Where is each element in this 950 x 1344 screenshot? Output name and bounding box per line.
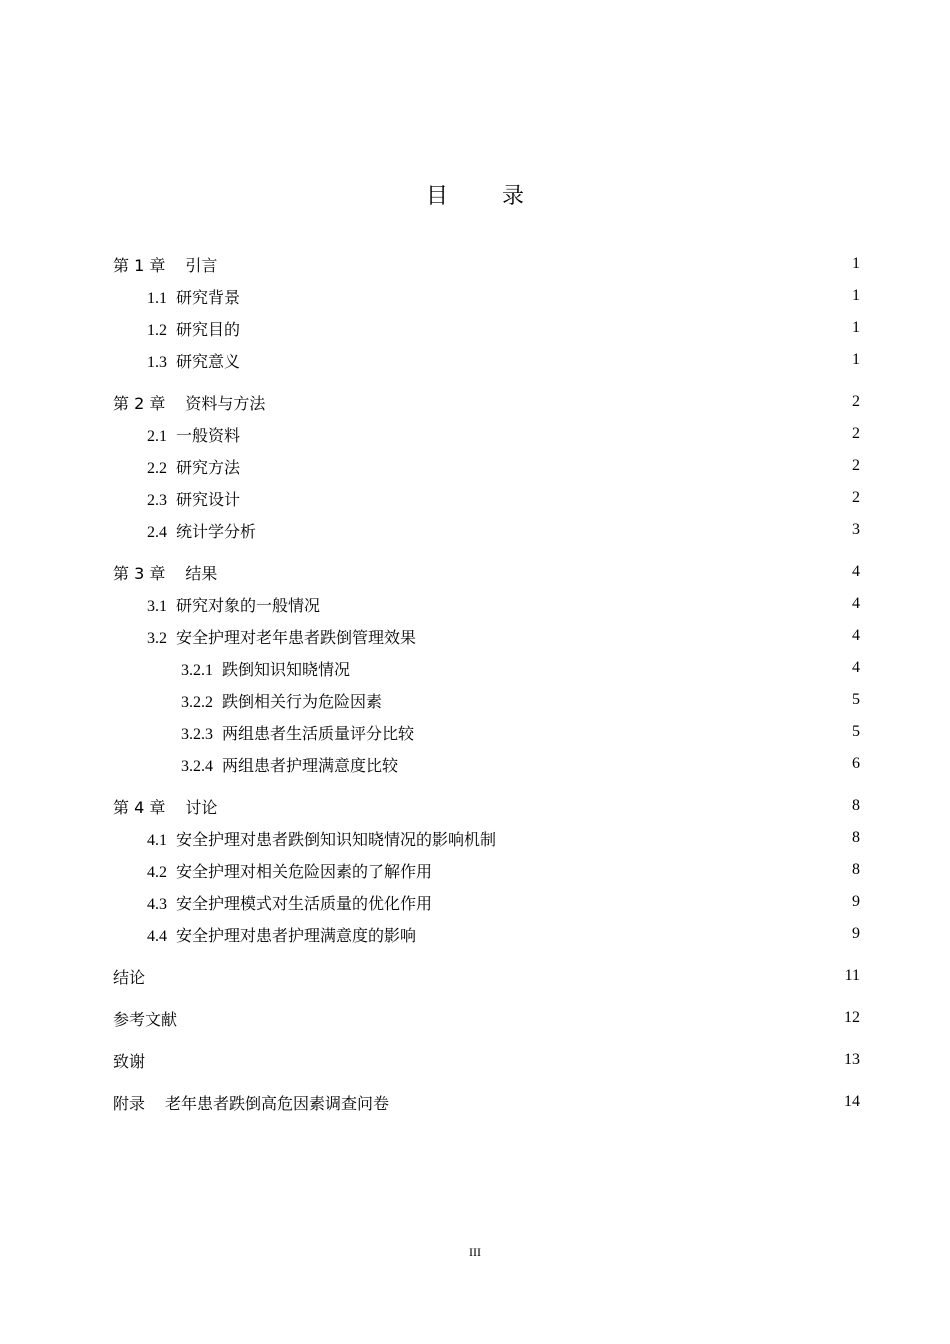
toc-entry-page: 3 [852, 521, 860, 538]
toc-entry[interactable] [113, 344, 860, 376]
toc-entry-number: 3.2.1 [181, 661, 213, 679]
toc-entry-title [113, 625, 416, 648]
toc-entry-title [113, 721, 414, 744]
toc-entry-text: 统计学分析 [176, 521, 257, 541]
dot-leader [418, 626, 850, 642]
dot-leader [147, 966, 843, 982]
toc-entry-page: 8 [852, 797, 860, 814]
toc-heading [0, 179, 950, 210]
dot-leader [219, 254, 850, 270]
toc-entry-text: 安全护理对老年患者跌倒管理效果 [176, 627, 417, 647]
toc-entry-text: 参考文献 [113, 1009, 178, 1029]
dot-leader [242, 318, 850, 334]
toc-entry[interactable] [113, 1002, 860, 1034]
dot-leader [147, 1050, 842, 1066]
toc-entry-number: 附录 [113, 1093, 146, 1113]
toc-entry-number: 2.3 [147, 491, 167, 509]
toc-entry-page: 13 [844, 1051, 860, 1068]
toc-entry[interactable] [113, 556, 860, 588]
toc-entry-title [113, 487, 240, 510]
toc-entry-text: 安全护理对患者跌倒知识知晓情况的影响机制 [176, 829, 497, 849]
toc-entry-page: 6 [852, 755, 860, 772]
toc-entry-number: 3.1 [147, 597, 167, 615]
toc-entry[interactable] [113, 886, 860, 918]
toc-entry-page: 4 [852, 563, 860, 580]
toc-entry-title [113, 423, 240, 446]
toc-entry-text: 安全护理模式对生活质量的优化作用 [176, 893, 433, 913]
toc-entry[interactable] [113, 790, 860, 822]
toc-entry-number: 1.2 [147, 321, 167, 339]
toc-entry-title [113, 965, 145, 988]
toc-entry-title [113, 561, 217, 584]
dot-leader [434, 860, 850, 876]
toc-entry[interactable] [113, 960, 860, 992]
toc-entry-number: 4.2 [147, 863, 167, 881]
toc-entry-text: 研究意义 [176, 351, 241, 371]
toc-entry[interactable] [113, 918, 860, 950]
dot-leader [352, 658, 850, 674]
toc-entry-text: 结论 [113, 967, 146, 987]
toc-entry-title [113, 253, 217, 276]
toc-entry-title [113, 519, 256, 542]
dot-leader [498, 828, 850, 844]
toc-entry-title [113, 1007, 177, 1030]
toc-entry-page: 4 [852, 627, 860, 644]
toc-entry-text: 跌倒相关行为危险因素 [222, 691, 383, 711]
toc-entry-text: 结果 [185, 563, 218, 583]
toc-entry-number: 1.1 [147, 289, 167, 307]
dot-leader [242, 350, 850, 366]
toc-entry-title [113, 923, 416, 946]
toc-entry-page: 1 [852, 351, 860, 368]
toc-entry-page: 14 [844, 1093, 860, 1110]
dot-leader [267, 392, 850, 408]
toc-entry-title [113, 593, 320, 616]
toc-entry-number: 第 3 章 [113, 563, 166, 583]
toc-entry-text: 跌倒知识知晓情况 [222, 659, 351, 679]
toc-entry-text: 资料与方法 [185, 393, 266, 413]
toc-entry-page: 4 [852, 659, 860, 676]
toc-entry-text: 研究目的 [176, 319, 241, 339]
toc-entry-number: 第 4 章 [113, 797, 166, 817]
toc-entry[interactable] [113, 620, 860, 652]
dot-leader [179, 1008, 842, 1024]
toc-entry-title [113, 859, 432, 882]
toc-entry[interactable] [113, 312, 860, 344]
toc-entry-number: 3.2 [147, 629, 167, 647]
toc-entry[interactable] [113, 248, 860, 280]
toc-entry-page: 8 [852, 829, 860, 846]
table-of-contents [113, 248, 860, 1118]
dot-leader [400, 754, 850, 770]
toc-entry[interactable] [113, 418, 860, 450]
toc-entry-text: 一般资料 [176, 425, 241, 445]
dot-leader [434, 892, 850, 908]
toc-entry-title [113, 455, 240, 478]
toc-entry-page: 8 [852, 861, 860, 878]
toc-entry-text: 两组患者生活质量评分比较 [222, 723, 415, 743]
toc-entry-page: 9 [852, 925, 860, 942]
toc-entry[interactable] [113, 1044, 860, 1076]
toc-heading-part1: 目 [425, 184, 448, 209]
toc-entry[interactable] [113, 652, 860, 684]
dot-leader [258, 520, 850, 536]
toc-entry-page: 12 [844, 1009, 860, 1026]
toc-entry-title [113, 317, 240, 340]
toc-entry-text: 研究设计 [176, 489, 241, 509]
toc-entry-page: 1 [852, 255, 860, 272]
toc-entry-page: 2 [852, 457, 860, 474]
toc-entry-number: 1.3 [147, 353, 167, 371]
toc-entry-page: 9 [852, 893, 860, 910]
toc-entry-number: 2.4 [147, 523, 167, 541]
toc-entry-text: 引言 [185, 255, 218, 275]
toc-entry-title [113, 891, 432, 914]
toc-entry[interactable] [113, 514, 860, 546]
toc-entry-number: 2.1 [147, 427, 167, 445]
toc-entry-page: 5 [852, 723, 860, 740]
toc-entry-page: 5 [852, 691, 860, 708]
toc-entry-title [113, 657, 350, 680]
dot-leader [242, 488, 850, 504]
toc-entry-page: 2 [852, 425, 860, 442]
toc-entry-title [113, 1049, 145, 1072]
toc-entry[interactable] [113, 684, 860, 716]
toc-entry-text: 讨论 [185, 797, 218, 817]
dot-leader [384, 690, 850, 706]
dot-leader [219, 562, 850, 578]
toc-entry-text: 研究方法 [176, 457, 241, 477]
toc-entry-text: 老年患者跌倒高危因素调查问卷 [165, 1093, 390, 1113]
toc-entry-text: 安全护理对相关危险因素的了解作用 [176, 861, 433, 881]
toc-entry-text: 研究对象的一般情况 [176, 595, 321, 615]
toc-entry-page: 2 [852, 489, 860, 506]
toc-entry-title [113, 753, 398, 776]
toc-entry-title [113, 349, 240, 372]
toc-entry-title [113, 1091, 389, 1114]
dot-leader [219, 796, 850, 812]
toc-entry-text: 研究背景 [176, 287, 241, 307]
toc-entry[interactable] [113, 482, 860, 514]
dot-leader [242, 286, 850, 302]
toc-entry-title [113, 795, 217, 818]
toc-entry-title [113, 391, 265, 414]
toc-entry-title [113, 285, 240, 308]
toc-entry-number: 4.4 [147, 927, 167, 945]
toc-entry[interactable] [113, 748, 860, 780]
toc-entry-number: 4.1 [147, 831, 167, 849]
toc-entry-page: 4 [852, 595, 860, 612]
toc-entry-page: 1 [852, 287, 860, 304]
toc-entry-text: 安全护理对患者护理满意度的影响 [176, 925, 417, 945]
toc-entry[interactable] [113, 588, 860, 620]
toc-entry-title [113, 689, 382, 712]
toc-heading-part2: 录 [502, 184, 525, 209]
toc-entry[interactable] [113, 854, 860, 886]
toc-entry-number: 3.2.3 [181, 725, 213, 743]
dot-leader [416, 722, 850, 738]
dot-leader [418, 924, 850, 940]
toc-entry-number: 3.2.2 [181, 693, 213, 711]
dot-leader [391, 1092, 842, 1108]
toc-entry[interactable] [113, 386, 860, 418]
page-number-footer: III [469, 1245, 481, 1259]
toc-entry-page: 2 [852, 393, 860, 410]
toc-entry[interactable] [113, 450, 860, 482]
toc-entry-page: 1 [852, 319, 860, 336]
toc-entry[interactable] [113, 280, 860, 312]
toc-entry[interactable] [113, 822, 860, 854]
dot-leader [322, 594, 850, 610]
toc-entry-number: 3.2.4 [181, 757, 213, 775]
toc-entry-number: 4.3 [147, 895, 167, 913]
toc-entry-title [113, 827, 496, 850]
toc-entry-number: 第 2 章 [113, 393, 166, 413]
toc-entry-page: 11 [844, 967, 860, 984]
dot-leader [242, 456, 850, 472]
toc-entry-number: 第 1 章 [113, 255, 166, 275]
toc-entry[interactable] [113, 716, 860, 748]
toc-entry-text: 两组患者护理满意度比较 [222, 755, 399, 775]
toc-entry-text: 致谢 [113, 1051, 146, 1071]
dot-leader [242, 424, 850, 440]
toc-entry-number: 2.2 [147, 459, 167, 477]
toc-entry[interactable] [113, 1086, 860, 1118]
